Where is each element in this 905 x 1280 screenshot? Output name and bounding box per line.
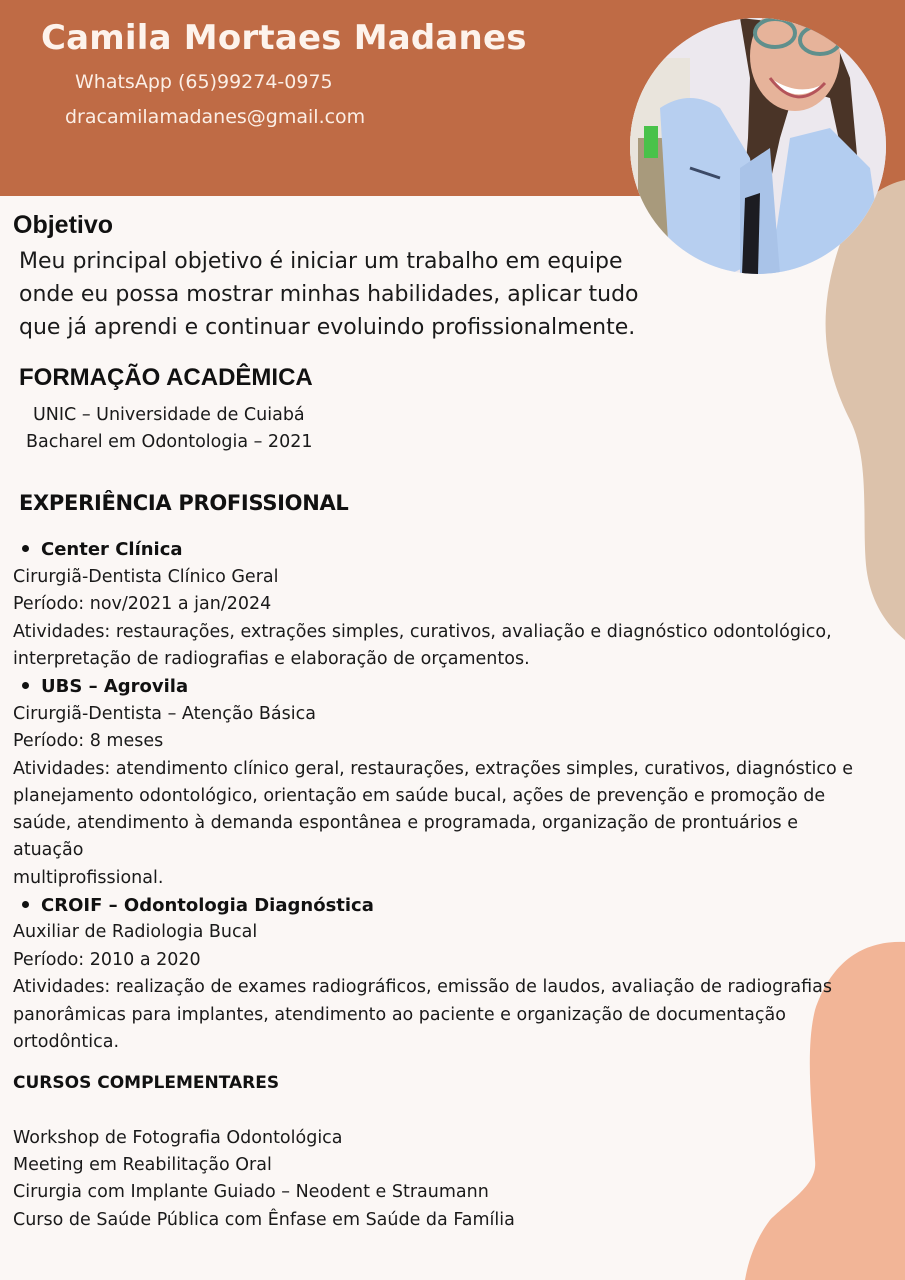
job-activities-line: multiprofissional. <box>13 868 164 888</box>
job-activities-line: Atividades: realização de exames radiográficos, emissão de laudos, avaliação de radiografias <box>13 977 832 997</box>
course-item: Cirurgia com Implante Guiado – Neodent e Straumann <box>13 1182 489 1202</box>
job-activities-line: Atividades: restaurações, extrações simples, curativos, avaliação e diagnóstico odontológico, <box>13 622 832 642</box>
job-role: Cirurgiã-Dentista – Atenção Básica <box>13 704 316 724</box>
objective-text-line: Meu principal objetivo é iniciar um trabalho em equipe <box>19 249 623 274</box>
bullet-icon <box>22 901 29 908</box>
course-item: Meeting em Reabilitação Oral <box>13 1155 272 1175</box>
candidate-name: Camila Mortaes Madanes <box>41 18 527 58</box>
profile-photo-icon <box>630 18 886 274</box>
job-activities-line: panorâmicas para implantes, atendimento ao paciente e organização de documentação <box>13 1005 786 1025</box>
job-company <box>22 895 374 916</box>
job-activities-line: saúde, atendimento à demanda espontânea e programada, organização de prontuários e <box>13 813 798 833</box>
job-activities-line: planejamento odontológico, orientação em saúde bucal, ações de prevenção e promoção de <box>13 786 826 806</box>
job-activities-line: interpretação de radiografias e elaboração de orçamentos. <box>13 649 530 669</box>
education-institution: UNIC – Universidade de Cuiabá <box>33 405 305 425</box>
profile-photo <box>630 18 886 274</box>
job-period: Período: nov/2021 a jan/2024 <box>13 594 272 614</box>
objective-text-line: onde eu possa mostrar minhas habilidades, aplicar tudo <box>19 282 639 307</box>
bullet-icon <box>22 682 29 689</box>
job-company <box>22 539 183 560</box>
education-degree: Bacharel em Odontologia – 2021 <box>26 432 313 452</box>
job-activities-line: ortodôntica. <box>13 1032 120 1052</box>
job-company <box>22 676 188 697</box>
courses-heading: CURSOS COMPLEMENTARES <box>13 1073 280 1093</box>
job-role: Auxiliar de Radiologia Bucal <box>13 922 258 942</box>
bullet-icon <box>22 545 29 552</box>
job-role: Cirurgiã-Dentista Clínico Geral <box>13 567 279 587</box>
experience-heading: EXPERIÊNCIA PROFISSIONAL <box>19 491 349 515</box>
job-company-label: Center Clínica <box>41 539 183 560</box>
phone-contact[interactable]: WhatsApp (65)99274-0975 <box>75 71 333 93</box>
objective-heading: Objetivo <box>13 211 114 239</box>
job-activities-line: Atividades: atendimento clínico geral, restaurações, extrações simples, curativos, diagnóstico e <box>13 759 854 779</box>
education-heading: FORMAÇÃO ACADÊMICA <box>19 364 313 391</box>
job-company-label: CROIF – Odontologia Diagnóstica <box>41 895 374 916</box>
objective-text-line: que já aprendi e continuar evoluindo profissionalmente. <box>19 315 636 340</box>
job-period: Período: 2010 a 2020 <box>13 950 201 970</box>
course-item: Curso de Saúde Pública com Ênfase em Saúde da Família <box>13 1210 515 1230</box>
job-period: Período: 8 meses <box>13 731 164 751</box>
job-activities-line: atuação <box>13 840 84 860</box>
course-item: Workshop de Fotografia Odontológica <box>13 1128 343 1148</box>
email-contact[interactable]: dracamilamadanes@gmail.com <box>65 106 366 128</box>
beige-blob <box>826 180 905 640</box>
job-company-label: UBS – Agrovila <box>41 676 189 697</box>
